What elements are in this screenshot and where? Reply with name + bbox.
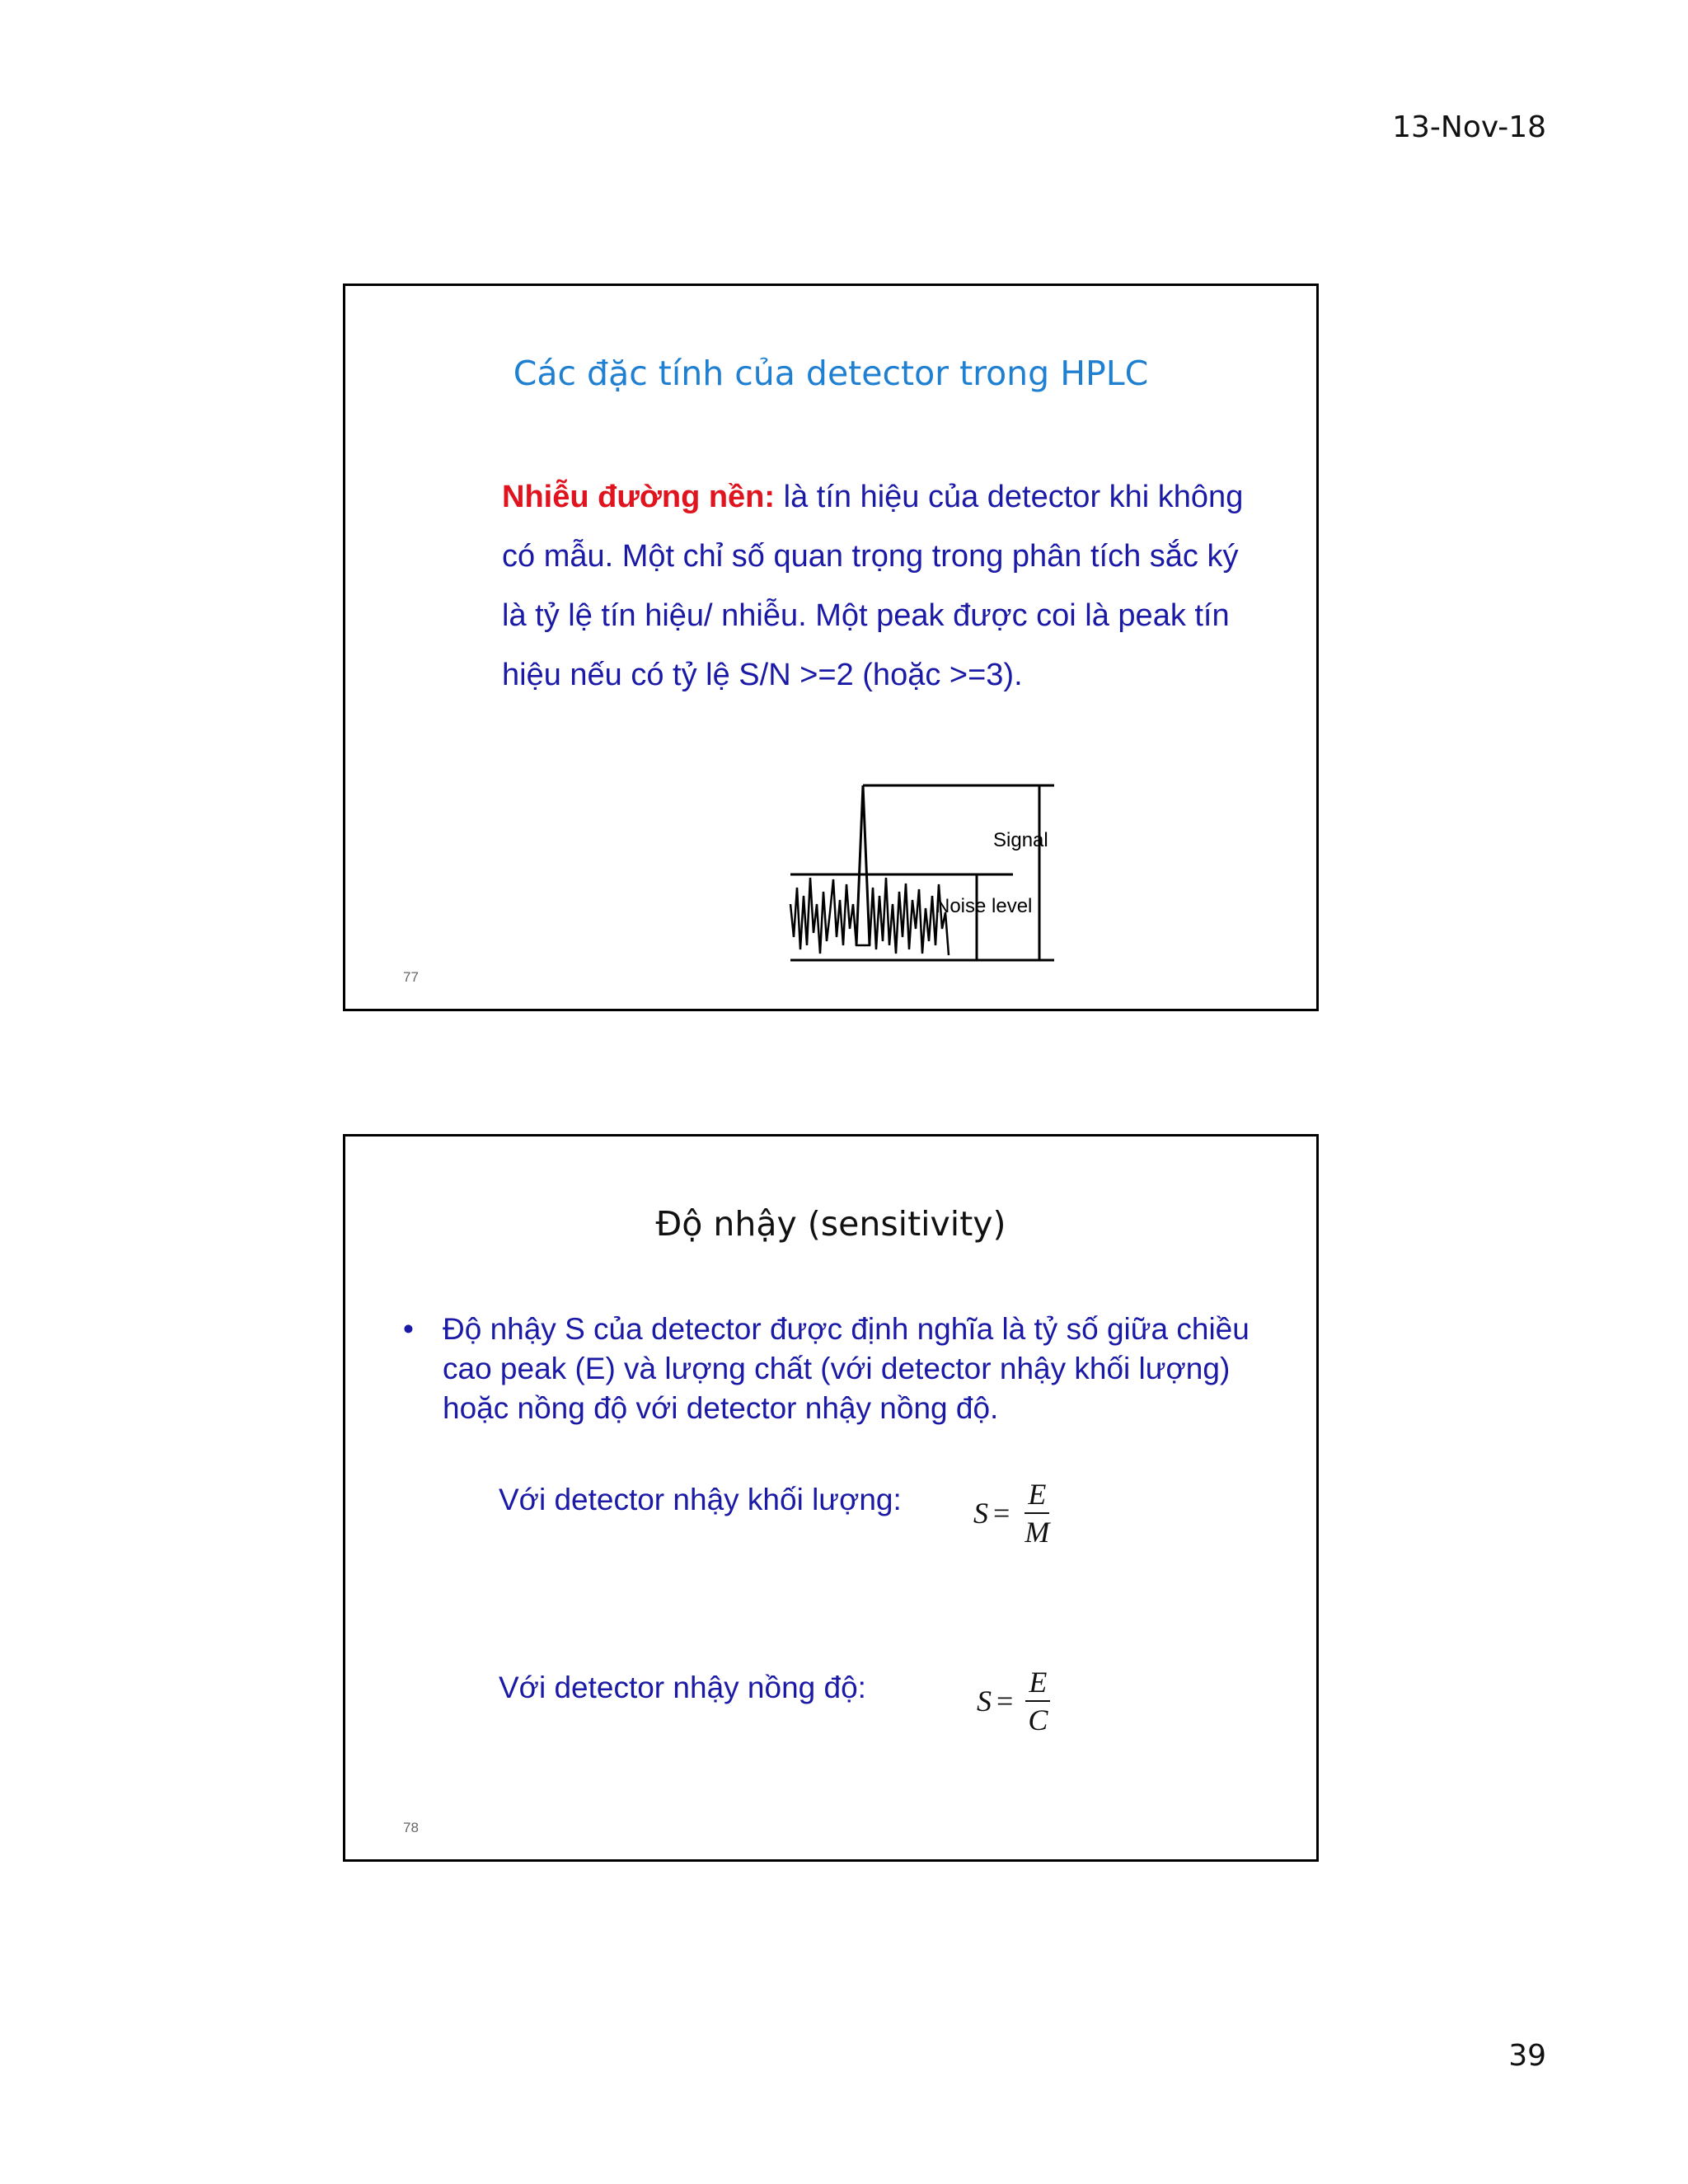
bullet-item [403,1310,1293,1428]
signal-noise-diagram [757,780,1104,970]
slide-title: Các đặc tính của detector trong HPLC [513,354,1149,393]
mass-detector-label: Với detector nhậy khối lượng: [499,1483,902,1516]
concentration-sensitivity-formula [977,1664,1051,1738]
formula-fraction [1021,1476,1053,1550]
slide-number: 77 [403,969,419,985]
formula-denominator: M [1025,1516,1050,1549]
formula-lhs: S [973,1497,988,1530]
term-definition: là tín hiệu của detector khi không có mẫu. Một chỉ số quan trọng trong phân tích sắc ký là tỷ lệ tín hiệu/ nhiễu. Một peak được coi là peak tín hiệu nếu có tỷ lệ S/N >=2 (hoặc >=3). [502,480,1244,692]
slide-title: Độ nhậy (sensitivity) [655,1204,1006,1244]
page-number: 39 [1508,2039,1546,2073]
formula-numerator: E [1025,1664,1050,1702]
term-baseline-noise: Nhiễu đường nền: [502,480,776,514]
formula-fraction [1025,1664,1051,1738]
slide-number: 78 [403,1820,419,1835]
mass-sensitivity-formula [973,1476,1053,1550]
bullet-symbol: • [403,1312,414,1346]
slide-77 [343,284,1319,1011]
signal-peak [856,785,870,945]
signal-label: Signal [993,829,1048,851]
page-date: 13-Nov-18 [1392,110,1546,144]
bullet-text: Độ nhậy S của detector được định nghĩa là tỷ số giữa chiều cao peak (E) và lượng chất (với detector nhậy khối lượng) hoặc nồng độ với detector nhậy nồng độ. [443,1312,1250,1425]
formula-equals: = [993,1497,1010,1530]
formula-equals: = [996,1685,1014,1718]
formula-denominator: C [1028,1704,1048,1736]
formula-numerator: E [1025,1476,1049,1514]
slide-78 [343,1134,1319,1862]
concentration-detector-label: Với detector nhậy nồng độ: [499,1671,866,1704]
formula-lhs: S [977,1685,992,1718]
noise-level-label: Noise level [935,895,1033,917]
slide-body [502,467,1268,705]
